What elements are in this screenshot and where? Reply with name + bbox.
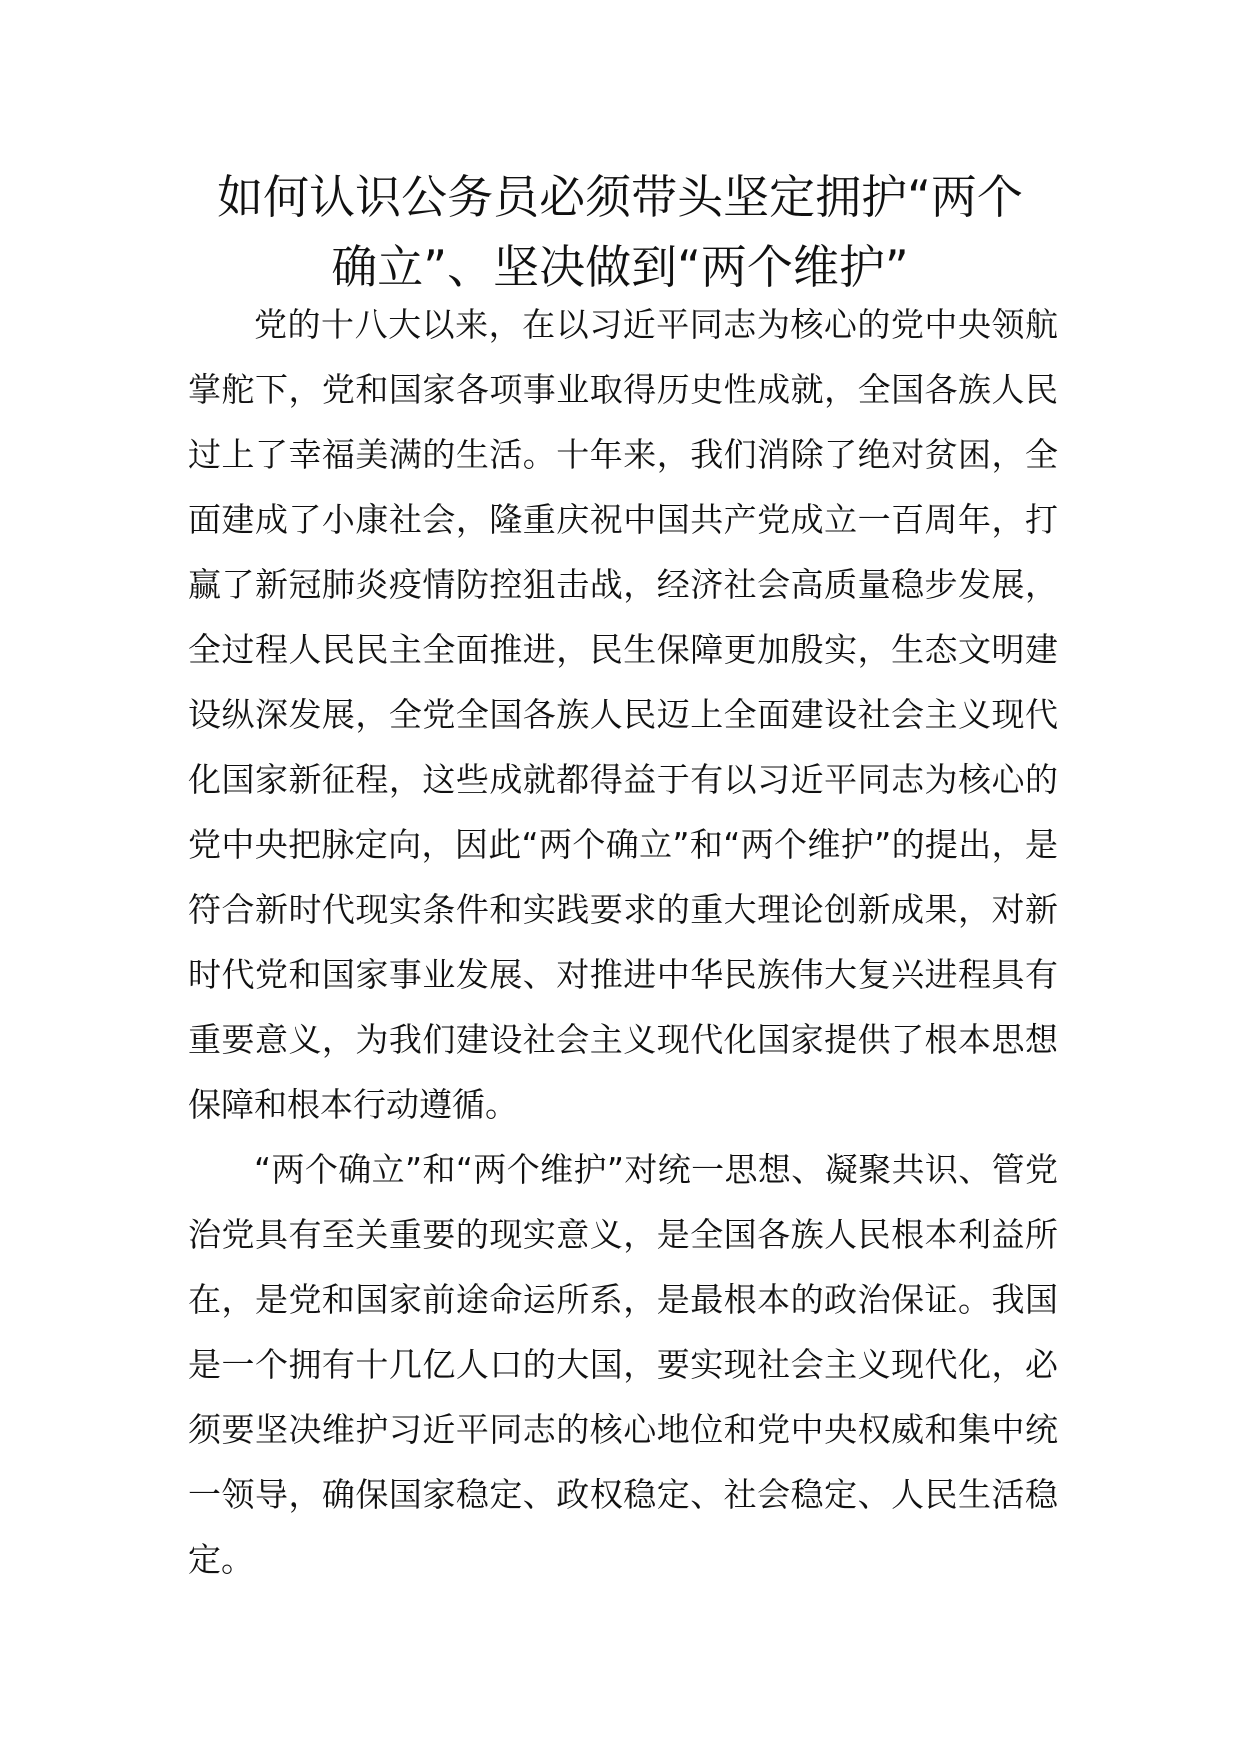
title-line-1: 如何认识公务员必须带头坚定拥护“两个 — [217, 170, 1023, 224]
paragraph-1: 党的十八大以来，在以习近平同志为核心的党中央领航掌舵下，党和国家各项事业取得历史性成就，全国各族人民过上了幸福美满的生活。十年来，我们消除了绝对贫困，全面建成了小康社会，隆重庆祝中国共产党成立一百周年，打赢了新冠肺炎疫情防控狙击战，经济社会高质量稳步发展，全过程人民民主全面推进，民生保障更加殷实，生态文明建设纵深发展，全党全国各族人民迈上全面建设社会主义现代化国家新征程，这些成就都得益于有以习近平同志为核心的党中央把脉定向，因此“两个确立”和“两个维护”的提出，是符合新时代现实条件和实践要求的重大理论创新成果，对新时代党和国家事业发展、对推进中华民族伟大复兴进程具有重要意义，为我们建设社会主义现代化国家提供了根本思想保障和根本行动遵循。 — [188, 305, 1058, 1124]
title-line-2: 确立”、坚决做到“两个维护” — [331, 240, 909, 294]
paragraph-2: “两个确立”和“两个维护”对统一思想、凝聚共识、管党治党具有至关重要的现实意义，是全国各族人民根本利益所在，是党和国家前途命运所系，是最根本的政治保证。我国是一个拥有十几亿人口的大国，要实现社会主义现代化，必须要坚决维护习近平同志的核心地位和党中央权威和集中统一领导，确保国家稳定、政权稳定、社会稳定、人民生活稳定。 — [188, 1150, 1058, 1579]
document-body — [188, 292, 1058, 1592]
document-title — [170, 162, 1070, 302]
